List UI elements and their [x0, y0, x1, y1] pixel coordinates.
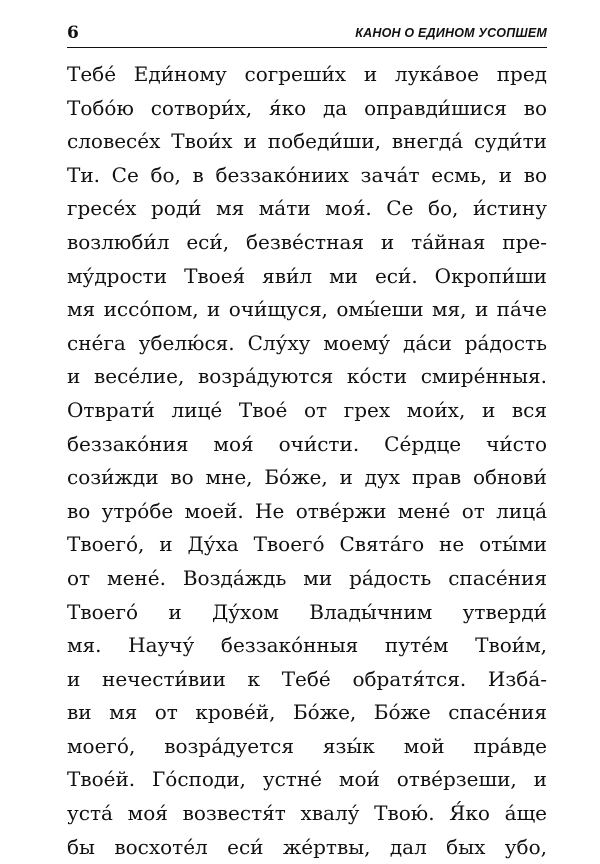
- text-line: моего́, возра́дуется язы́к мой пра́вде: [67, 733, 547, 758]
- running-head: [67, 22, 547, 44]
- text-line: Тобо́ю сотвори́х, я́ко да оправди́шися во: [67, 95, 547, 120]
- text-line: от мене́. Возда́ждь ми ра́дость спасе́ния: [67, 565, 547, 590]
- text-line: мя иссо́пом, и очи́щуся, омы́еши мя, и па́че: [67, 297, 547, 322]
- text-line: возлюби́л еси́, безве́стная и та́йная пре-: [67, 229, 547, 254]
- text-line: Тебе́ Еди́ному согреши́х и лука́вое пред: [67, 62, 547, 86]
- page-number: 6: [67, 23, 79, 43]
- header-rule: [67, 47, 547, 48]
- text-line: беззако́ния моя́ очи́сти. Се́рдце чи́сто: [67, 431, 547, 456]
- text-line: уста́ моя́ возвестя́т хвалу́ Твою́. Я́ко а́ще: [67, 801, 547, 826]
- text-line: Твое́й. Го́споди, устне́ мои́ отве́рзеши, и: [67, 767, 547, 792]
- text-line: и нечести́вии к Тебе́ обратя́тся. Изба́-: [67, 666, 547, 691]
- text-line: мя. Научу́ беззако́нныя путе́м Твои́м,: [67, 633, 547, 658]
- text-line: ви мя от крове́й, Бо́же, Бо́же спасе́ния: [67, 700, 547, 725]
- text-line: бы восхоте́л еси́ же́ртвы, дал бых убо,: [67, 834, 547, 859]
- text-line: гресе́х роди́ мя ма́ти моя́. Се бо, и́стину: [67, 196, 547, 221]
- text-line: сози́жди во мне, Бо́же, и дух прав обнови́: [67, 465, 547, 490]
- text-line: и весе́лие, возра́дуются ко́сти смире́нныя.: [67, 364, 547, 389]
- text-line: Твоего́ и Ду́хом Влады́чним утверди́: [67, 599, 547, 624]
- text-line: Твоего́, и Ду́ха Твоего́ Свята́го не оты́ми: [67, 532, 547, 557]
- text-line: во утро́бе моей́. Не отве́ржи мене́ от лица́: [67, 498, 547, 523]
- text-line: Ти. Се бо, в беззако́ниих зача́т есмь, и во: [67, 162, 547, 187]
- text-line: сне́га убелю́ся. Слу́ху моему́ да́си ра́дость: [67, 330, 547, 355]
- text-line: му́дрости Твоея́ яви́л ми еси́. Окропи́ши: [67, 263, 547, 288]
- running-title: КАНОН О ЕДИНОМ УСОПШЕМ: [355, 26, 547, 40]
- text-line: Отврати́ лице́ Твое́ от грех мои́х, и вся: [67, 397, 547, 422]
- body-text: [67, 58, 547, 864]
- text-line: словесе́х Твои́х и победи́ши, внегда́ суди́ти: [67, 129, 547, 154]
